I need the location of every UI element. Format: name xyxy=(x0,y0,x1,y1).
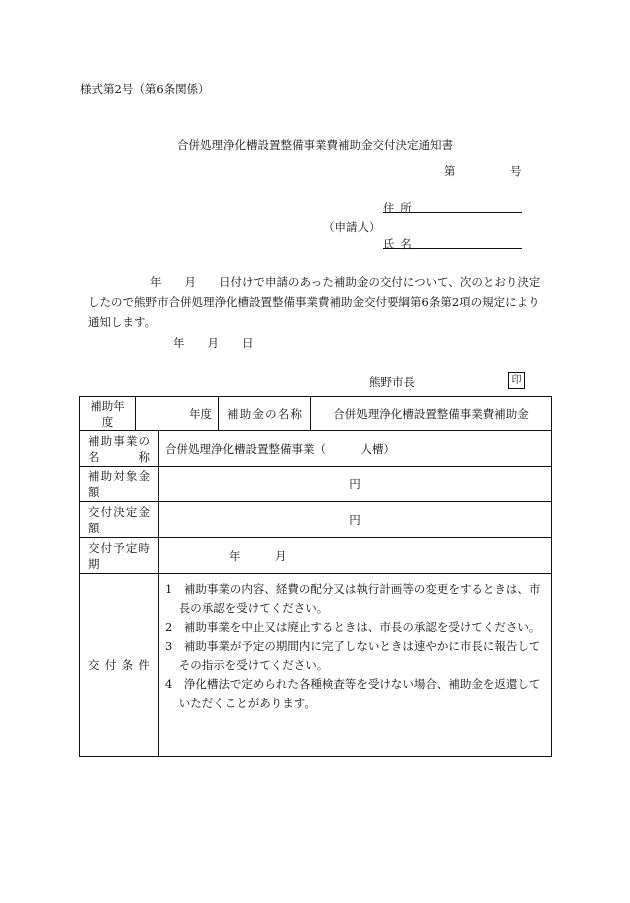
notice-date: 年 月 日 xyxy=(173,336,254,350)
name-label: 氏名 xyxy=(383,237,418,251)
table-row xyxy=(80,538,552,574)
notice-line-1: 年 月 日付けで申請のあった補助金の交付について、次のとおり決定 xyxy=(150,275,541,289)
address-label: 住所 xyxy=(383,201,418,215)
address-underline xyxy=(383,212,522,213)
condition-item: 2 補助事業を中止又は廃止するときは、市長の承認を受けてください。 xyxy=(165,620,541,634)
project-name-value: 合併処理浄化槽設置整備事業（ 人槽） xyxy=(159,431,552,467)
doc-number-suffix: 号 xyxy=(510,164,522,178)
doc-number-prefix: 第 xyxy=(444,164,456,178)
schedule-label: 交付予定時期 xyxy=(80,538,159,574)
form-number: 様式第2号（第6条関係） xyxy=(80,82,210,96)
table-row xyxy=(80,397,552,431)
decided-amount-value: 円 xyxy=(159,502,552,538)
project-name-label: 補助事業の名称 xyxy=(80,431,159,467)
subsidy-name-label: 補助金の名称 xyxy=(219,397,311,431)
notice-line-3: 通知します。 xyxy=(88,315,157,329)
table-row xyxy=(80,467,552,502)
notice-body xyxy=(80,272,560,332)
table-row xyxy=(80,502,552,538)
condition-item: 1 補助事業の内容、経費の配分又は執行計画等の変更をするときは、市長の承認を受けてください。 xyxy=(165,582,541,615)
table-row xyxy=(80,574,552,757)
applicant-label: （申請人） xyxy=(323,220,381,234)
target-amount-value: 円 xyxy=(159,467,552,502)
condition-item: 3 補助事業が予定の期間内に完了しないときは速やかに市長に報告してその指示を受けてください。 xyxy=(165,639,541,672)
schedule-value: 年 月 xyxy=(159,538,552,574)
fiscal-year-value: 年度 xyxy=(136,397,219,431)
seal-mark: 印 xyxy=(508,372,525,389)
table-row xyxy=(80,431,552,467)
notice-line-2: したので熊野市合併処理浄化槽設置整備事業費補助金交付要綱第6条第2項の規定により xyxy=(88,295,540,309)
conditions-list xyxy=(159,574,552,757)
target-amount-label: 補助対象金額 xyxy=(80,467,159,502)
condition-item: 4 浄化槽法で定められた各種検査等を受けない場合、補助金を返還していただくことがあります。 xyxy=(165,677,541,710)
decided-amount-label: 交付決定金額 xyxy=(80,502,159,538)
subsidy-info-table xyxy=(79,396,552,757)
name-underline xyxy=(383,248,522,249)
conditions-label: 交付条件 xyxy=(80,574,159,757)
document-title: 合併処理浄化槽設置整備事業費補助金交付決定通知書 xyxy=(177,138,453,152)
fiscal-year-label: 補助年度 xyxy=(80,397,136,431)
issuer-name: 熊野市長 xyxy=(369,375,415,389)
subsidy-name-value: 合併処理浄化槽設置整備事業費補助金 xyxy=(311,397,552,431)
